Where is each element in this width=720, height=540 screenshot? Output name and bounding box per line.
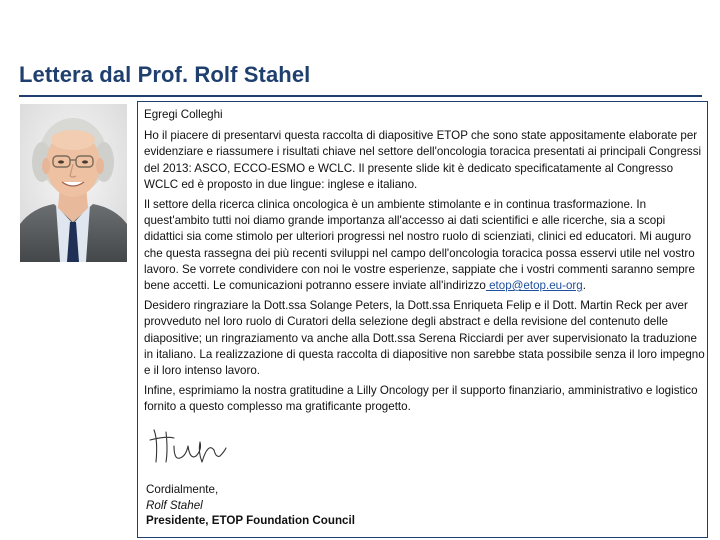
signer-role: Presidente, ETOP Foundation Council	[146, 514, 355, 527]
greeting: Egregi Colleghi	[144, 108, 223, 121]
letter-body	[144, 107, 705, 466]
closing-salutation: Cordialmente,	[146, 483, 219, 496]
email-link[interactable]: etop@etop.eu-org	[485, 279, 583, 293]
paragraph-research-end: .	[582, 279, 586, 293]
paragraph-research-text: Il settore della ricerca clinica oncologica è un ambiente stimolante e in continua trasformazione. In quest'ambito tutti noi diamo grande importanza all'accesso ai dati scientifici e alle ricerche, sia a scopi didattici sia come stimolo per ulteriori progressi nel nostro ruolo di scienziati, clinici ed educatori. Mi auguro che questa rassegna dei più recenti sviluppi nel campo dell'oncologia toracica possa esservi utile nel vostro lavoro. Se vorrete condividere con noi le vostre esperienze, sappiate che i vostri commenti saranno sempre bene accetti. Le comunicazioni potranno essere inviate all'indirizzo	[144, 198, 695, 293]
title-divider	[19, 95, 702, 97]
author-photo	[20, 104, 127, 262]
paragraph-sponsor: Infine, esprimiamo la nostra gratitudine a Lilly Oncology per il supporto finanziario, amministrativo e logistico fornito a questo complesso ma gratificante progetto.	[144, 384, 698, 414]
letter-closing	[146, 482, 355, 529]
signer-name: Rolf Stahel	[146, 498, 203, 512]
handwritten-signature	[144, 422, 244, 466]
paragraph-acknowledgements: Desidero ringraziare la Dott.ssa Solange Peters, la Dott.ssa Enriqueta Felip e il Dott. Martin Reck per aver provveduto nel loro ruolo di Curatori della selezione degli abstract e della revisione del contenuto delle diapositive; un ringraziamento va anche alla Dott.ssa Serena Ricciardi per aver supervisionato la traduzione in italiano. La realizzazione di questa raccolta di diapositive non sarebbe stata possibile senza il loro impegno e il loro intenso lavoro.	[144, 299, 705, 378]
paragraph-intro: Ho il piacere di presentarvi questa raccolta di diapositive ETOP che sono state appositamente elaborate per evidenziare e riassumere i risultati chiave nel settore dell'oncologia toracica presentati ai principali Congressi del 2013: ASCO, ECCO-ESMO e WCLC. Il presente slide kit è dedicato specificatamente al Congresso WCLC ed è proposto in due lingue: inglese e italiano.	[144, 129, 702, 191]
paragraph-research	[144, 197, 705, 294]
slide-title: Lettera dal Prof. Rolf Stahel	[19, 62, 311, 87]
